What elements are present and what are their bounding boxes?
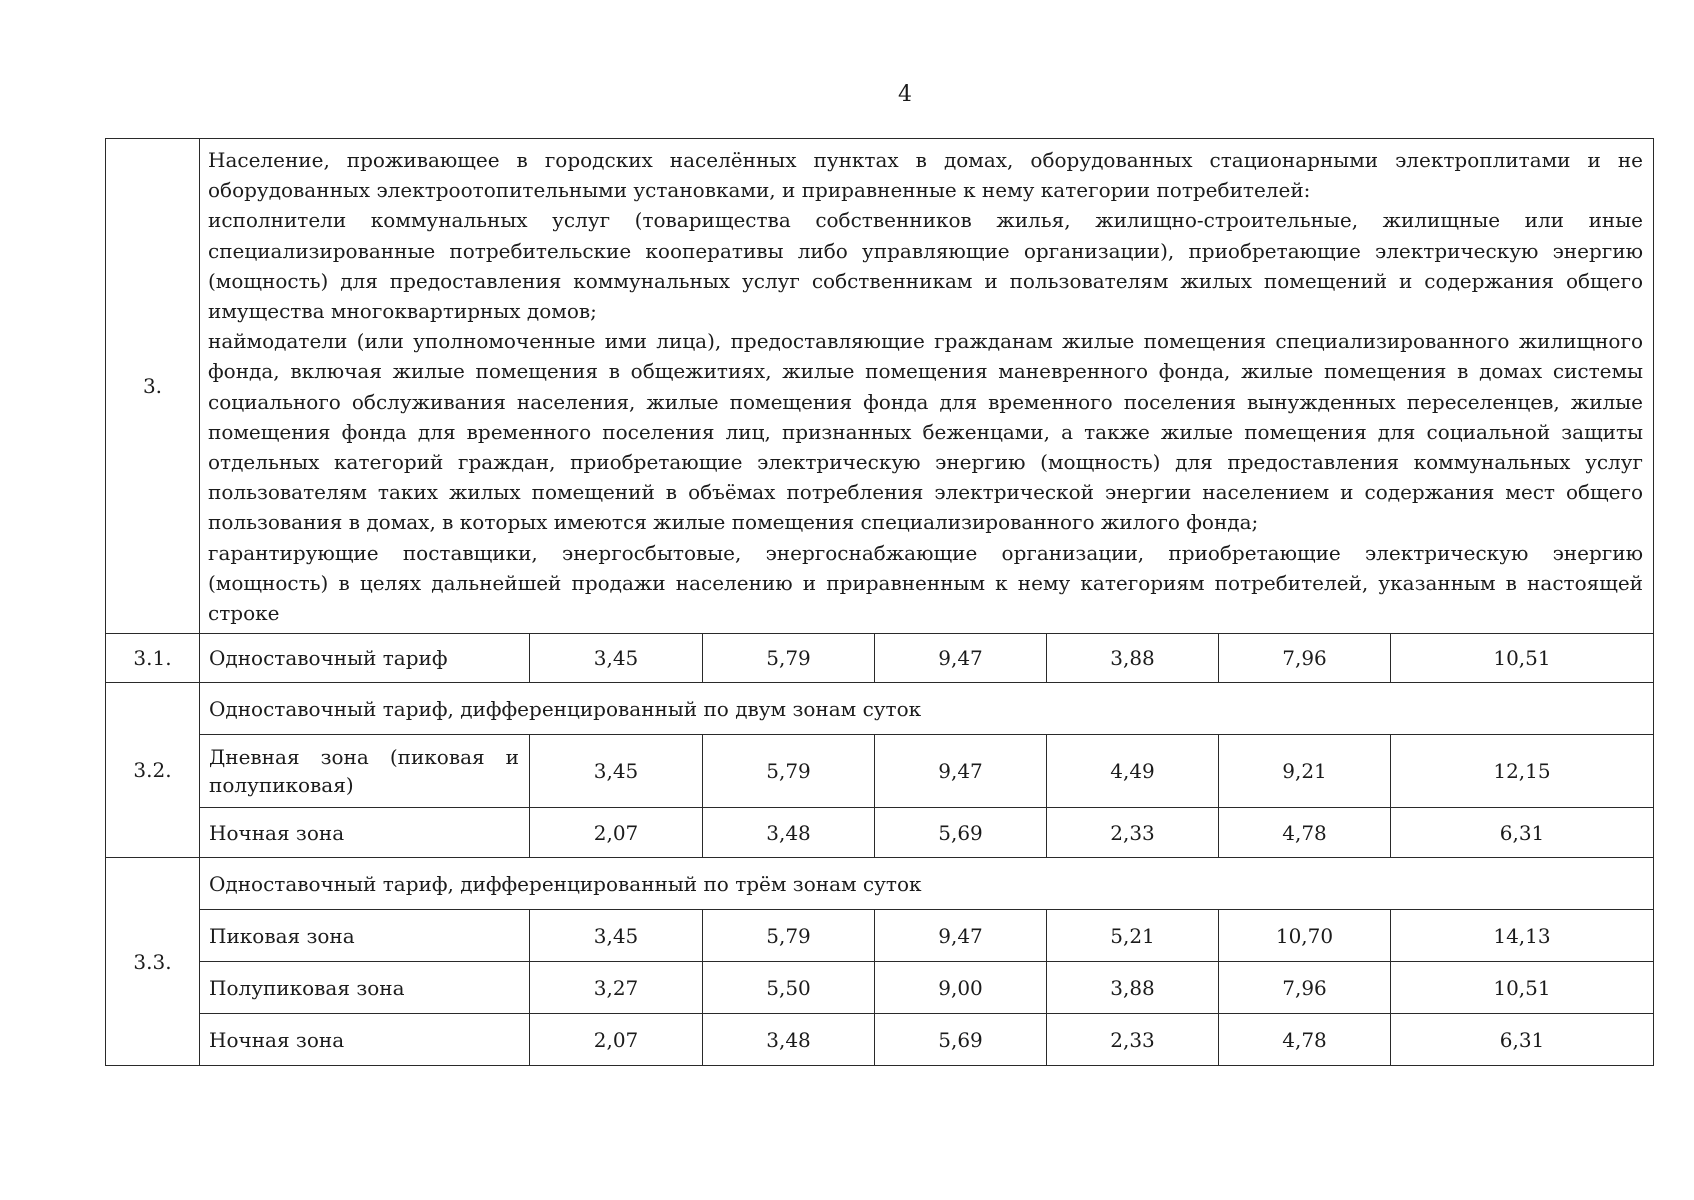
row-number: 3.3. [106, 858, 200, 1066]
table-row [106, 1014, 1654, 1066]
row-label: Ночная зона [200, 808, 530, 858]
value-cell: 3,48 [703, 1014, 875, 1066]
description-paragraph: гарантирующие поставщики, энергосбытовые, энергоснабжающие организации, приобретающие электрическую энергию (мощность) в целях дальнейшей продажи населению и приравненным к нему категориям потребителей, указанным в настоящей строке [208, 540, 1643, 626]
value-cell: 10,51 [1391, 962, 1654, 1014]
value-cell: 7,96 [1219, 634, 1391, 683]
row-label: Одноставочный тариф [200, 634, 530, 683]
tariff-table [105, 138, 1654, 1066]
row-label: Пиковая зона [200, 910, 530, 962]
table-row [106, 683, 1654, 735]
value-cell: 6,31 [1391, 808, 1654, 858]
row-number: 3.1. [106, 634, 200, 683]
table-row [106, 962, 1654, 1014]
value-cell: 9,21 [1219, 735, 1391, 808]
description-paragraph: Население, проживающее в городских населённых пунктах в домах, оборудованных стационарными электроплитами и не оборудованных электроотопительными установками, и приравненные к нему категории потребителей: [208, 148, 1643, 203]
table-row [106, 808, 1654, 858]
value-cell: 6,31 [1391, 1014, 1654, 1066]
value-cell: 2,07 [530, 808, 703, 858]
value-cell: 3,45 [530, 910, 703, 962]
value-cell: 3,48 [703, 808, 875, 858]
value-cell: 4,49 [1047, 735, 1219, 808]
value-cell: 5,50 [703, 962, 875, 1014]
table-row [106, 858, 1654, 910]
value-cell: 3,45 [530, 735, 703, 808]
value-cell: 2,07 [530, 1014, 703, 1066]
value-cell: 9,47 [875, 735, 1047, 808]
value-cell: 14,13 [1391, 910, 1654, 962]
value-cell: 5,79 [703, 735, 875, 808]
value-cell: 9,47 [875, 634, 1047, 683]
value-cell: 5,21 [1047, 910, 1219, 962]
description-paragraph: наймодатели (или уполномоченные ими лица), предоставляющие гражданам жилые помещения специализированного жилищного фонда, включая жилые помещения в общежитиях, жилые помещения маневренного фонда, жилые помещения в домах системы социального обслуживания населения, жилые помещения фонда для временного поселения вынужденных переселенцев, жилые помещения фонда для временного поселения лиц, признанных беженцами, а также жилые помещения для социальной защиты отдельных категорий граждан, приобретающие электрическую энергию (мощность) для предоставления коммунальных услуг пользователям таких жилых помещений в объёмах потребления электрической энергии населением и содержания мест общего пользования в домах, в которых имеются жилые помещения специализированного жилого фонда; [208, 329, 1643, 535]
value-cell: 12,15 [1391, 735, 1654, 808]
row-label: Дневная зона (пиковая и полупиковая) [200, 735, 530, 808]
value-cell: 5,69 [875, 808, 1047, 858]
value-cell: 3,27 [530, 962, 703, 1014]
section-3-row [106, 139, 1654, 634]
value-cell: 3,45 [530, 634, 703, 683]
value-cell: 2,33 [1047, 1014, 1219, 1066]
value-cell: 9,47 [875, 910, 1047, 962]
table-row [106, 735, 1654, 808]
section-3-description [200, 139, 1654, 634]
table-row [106, 634, 1654, 683]
value-cell: 9,00 [875, 962, 1047, 1014]
value-cell: 10,70 [1219, 910, 1391, 962]
row-number: 3. [106, 139, 200, 634]
value-cell: 4,78 [1219, 1014, 1391, 1066]
value-cell: 5,79 [703, 910, 875, 962]
value-cell: 4,78 [1219, 808, 1391, 858]
subsection-heading: Одноставочный тариф, дифференцированный по двум зонам суток [200, 683, 1654, 735]
value-cell: 2,33 [1047, 808, 1219, 858]
value-cell: 5,69 [875, 1014, 1047, 1066]
description-paragraph: исполнители коммунальных услуг (товарищества собственников жилья, жилищно-строительные, жилищные или иные специализированные потребительские кооперативы либо управляющие организации), приобретающие электрическую энергию (мощность) для предоставления коммунальных услуг собственникам и пользователям жилых помещений и содержания общего имущества многоквартирных домов; [208, 208, 1643, 324]
page-number: 4 [898, 82, 912, 107]
value-cell: 7,96 [1219, 962, 1391, 1014]
row-label: Полупиковая зона [200, 962, 530, 1014]
table-row [106, 910, 1654, 962]
row-number: 3.2. [106, 683, 200, 858]
subsection-heading: Одноставочный тариф, дифференцированный по трём зонам суток [200, 858, 1654, 910]
value-cell: 3,88 [1047, 962, 1219, 1014]
value-cell: 10,51 [1391, 634, 1654, 683]
row-label: Ночная зона [200, 1014, 530, 1066]
value-cell: 3,88 [1047, 634, 1219, 683]
value-cell: 5,79 [703, 634, 875, 683]
